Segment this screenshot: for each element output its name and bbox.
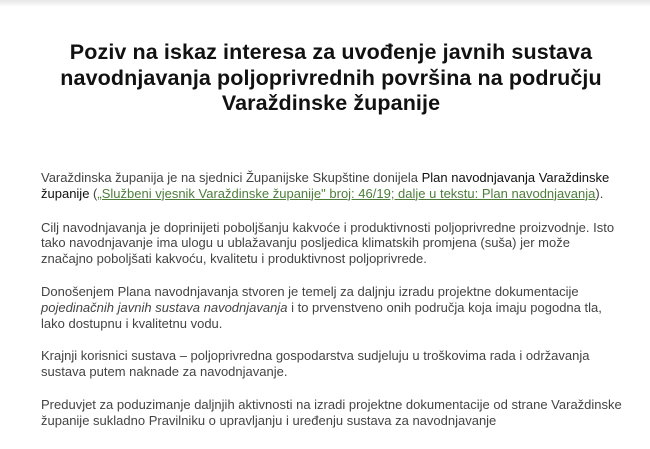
- page-title: Poziv na iskaz interesa za uvođenje javnih sustava navodnjavanja poljoprivrednih površina na području Varaždinske županije: [60, 40, 602, 115]
- paragraph-prerequisite: Preduvjet za poduzimanje daljnjih aktivnosti na izradi projektne dokumentacije od strane Varaždinske županije sukladno Pravilniku o upravljanju i uređenju sustava za navodnjavanje: [41, 396, 622, 428]
- paragraph-text: (: [89, 185, 98, 201]
- paragraph-intro: [41, 170, 623, 202]
- plan-name-emphasis: Plan navodnjavanja Varaždinske županije: [41, 170, 610, 201]
- paragraph-text: i to prvenstveno onih područja koja imaju pogodna tla, lako dostupnu i kvalitetnu vodu.: [41, 299, 602, 331]
- paragraph-text: Donošenjem Plana navodnjavanja stvoren je temelj za daljnju izradu projektne dokumentacije: [41, 283, 579, 299]
- paragraph-text: Varaždinska županija je na sjednici Županijske Skupštine donijela: [41, 170, 422, 185]
- paragraph-goal: Cilj navodnjavanja je doprinijeti poboljšanju kakvoće i produktivnosti poljoprivredne proizvodnje. Isto tako navodnjavanje ima ulogu u ublažavanju posljedica klimatskih promjena (suša) jer može značajno poboljšati kakvoću, kvalitetu i produktivnost poljoprivrede.: [41, 219, 615, 267]
- paragraph-text: ).: [595, 185, 604, 201]
- paragraph-end-users: Krajnji korisnici sustava – poljoprivredna gospodarstva sudjeluju u troškovima rada i održavanja sustava putem naknade za navodnjavanje.: [41, 348, 590, 380]
- italic-phrase: pojedinačnih javnih sustava navodnjavanja: [41, 299, 288, 315]
- document-body: [41, 170, 623, 446]
- top-edge-shadow: [0, 0, 650, 7]
- paragraph-plan-foundation: [41, 284, 623, 331]
- sluzbeni-vjesnik-link[interactable]: „Službeni vjesnik Varaždinske županije" broj: 46/19; dalje u tekstu: Plan navodnjavanja: [97, 185, 596, 201]
